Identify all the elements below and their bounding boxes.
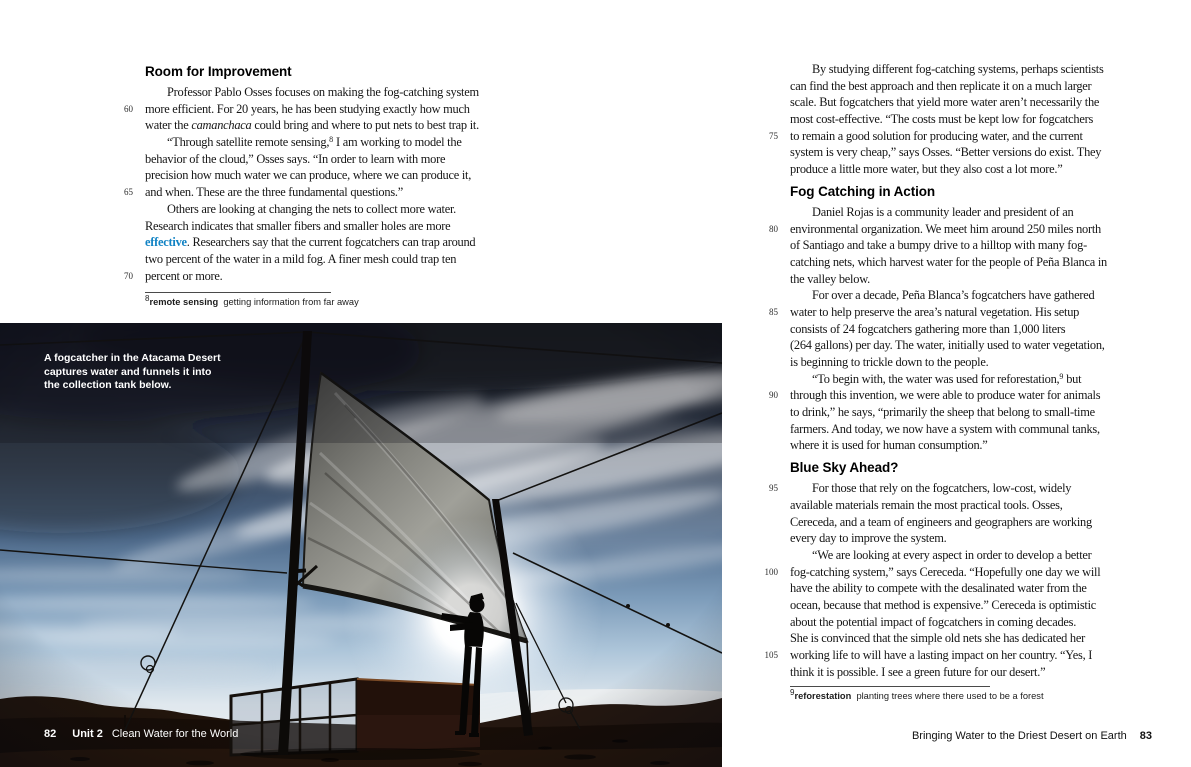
line-text: two percent of the water in a mild fog. A finer mesh could trap ten — [145, 251, 457, 266]
text-line — [790, 630, 1142, 647]
line-text: the valley below. — [790, 271, 870, 286]
line-text: percent or more. — [145, 268, 223, 283]
text-line — [790, 61, 1142, 78]
line-text: (264 gallons) per day. The water, initially used to water vegetation, — [790, 338, 1105, 353]
line-number: 60 — [124, 103, 133, 114]
text-line — [790, 497, 1142, 514]
line-text: scale. But fogcatchers that yield more water aren’t necessarily the — [790, 95, 1100, 110]
text-line — [790, 237, 1142, 254]
text-line — [790, 254, 1142, 271]
text-line — [790, 78, 1142, 95]
text-line — [790, 530, 1142, 547]
text-line — [124, 101, 541, 118]
line-text: to remain a good solution for producing water, and the current — [790, 128, 1083, 143]
line-text: produce a little more water, but they also cost a lot more.” — [790, 162, 1063, 177]
text-line — [145, 167, 541, 184]
line-text: Professor Pablo Osses focuses on making the fog-catching system — [167, 85, 479, 99]
line-text: every day to improve the system. — [790, 531, 947, 546]
right-page-footer — [912, 730, 1152, 742]
text-line — [790, 664, 1142, 681]
photo-caption — [44, 352, 234, 393]
line-text: most cost-effective. “The costs must be kept low for fogcatchers — [790, 112, 1094, 127]
page-number: 83 — [1139, 730, 1152, 742]
line-text: through this invention, we were able to produce water for animals — [790, 388, 1101, 403]
text-line — [769, 480, 1142, 497]
line-text: more efficient. For 20 years, he has been studying exactly how much — [145, 101, 470, 116]
text-line — [764, 647, 1142, 664]
line-text: fog-catching system,” says Cereceda. “Hopefully one day we will — [790, 564, 1101, 579]
fogcatcher-photo — [0, 323, 722, 767]
line-text: and when. These are the three fundamental questions.” — [145, 185, 403, 200]
line-text: effective. Researchers say that the current fogcatchers can trap around — [145, 235, 476, 250]
text-line — [790, 204, 1142, 221]
line-number: 90 — [769, 390, 778, 401]
text-line — [790, 404, 1142, 421]
text-line — [145, 251, 541, 268]
text-line — [790, 437, 1142, 454]
text-line — [790, 161, 1142, 178]
line-text: where it is used for human consumption.” — [790, 438, 988, 453]
text-line — [790, 597, 1142, 614]
text-line — [790, 111, 1142, 128]
line-text: She is convinced that the simple old nets she has dedicated her — [790, 631, 1085, 646]
line-text: By studying different fog-catching systems, perhaps scientists — [812, 62, 1104, 76]
line-text: water the camanchaca could bring and where to put nets to best trap it. — [145, 118, 479, 133]
line-number: 100 — [764, 566, 778, 577]
unit-label: Unit 2 — [72, 728, 103, 740]
text-line — [145, 218, 541, 235]
line-text: ocean, because that method is expensive.” Cereceda is optimistic — [790, 597, 1097, 612]
text-line — [145, 84, 541, 101]
line-text: working life to will have a lasting impact on her country. “Yes, I — [790, 648, 1093, 662]
footnote: $^9$reforestation planting trees where there used to be a forest — [790, 688, 1044, 702]
line-text: can find the best approach and then replicate it on a much larger — [790, 78, 1092, 93]
text-line — [145, 201, 541, 218]
page-number: 82 — [44, 728, 57, 740]
text-line — [790, 354, 1142, 371]
line-text: precision how much water we can produce, where we can produce it, — [145, 168, 472, 183]
unit-title: Clean Water for the World — [111, 728, 239, 740]
text-line — [769, 387, 1142, 404]
chapter-title: Bringing Water to the Driest Desert on Earth — [911, 730, 1127, 742]
caption-line: the collection tank below. — [44, 379, 172, 391]
line-text: Cereceda, and a team of engineers and geographers are working — [790, 514, 1092, 529]
footnote: $^8$remote sensing getting information from far away — [145, 294, 359, 308]
right-page-column — [764, 61, 1142, 702]
text-line — [790, 94, 1142, 111]
line-number: 70 — [124, 270, 133, 281]
line-text: is beginning to trickle down to the people. — [790, 355, 989, 369]
line-text: think it is possible. I see a green future for our desert.” — [790, 664, 1046, 679]
text-line — [769, 304, 1142, 321]
text-line — [790, 547, 1142, 564]
footnote-rule — [145, 292, 331, 293]
text-line — [145, 151, 541, 168]
line-text: water to help preserve the area’s natural vegetation. His setup — [790, 304, 1080, 319]
text-line — [790, 614, 1142, 631]
footnote-rule — [790, 686, 990, 687]
line-text: Research indicates that smaller fibers and smaller holes are more — [145, 218, 451, 233]
section-heading: Fog Catching in Action — [790, 183, 936, 199]
line-text: For those that rely on the fogcatchers, low-cost, widely — [812, 481, 1072, 496]
left-page-footer — [44, 728, 238, 740]
line-text: catching nets, which harvest water for the people of Peña Blanca in — [790, 254, 1107, 269]
text-line — [790, 421, 1142, 438]
line-number: 80 — [769, 223, 778, 234]
line-text: For over a decade, Peña Blanca’s fogcatchers have gathered — [812, 288, 1095, 303]
line-text: of Santiago and take a bumpy drive to a hilltop with many fog- — [790, 238, 1087, 253]
line-number: 65 — [124, 187, 133, 198]
line-text: Others are looking at changing the nets to collect more water. — [167, 201, 457, 216]
text-line — [790, 371, 1142, 388]
text-line — [790, 321, 1142, 338]
text-line — [790, 271, 1142, 288]
line-text: farmers. And today, we now have a system with communal tanks, — [790, 421, 1100, 436]
line-text: about the potential impact of fogcatchers in coming decades. — [790, 614, 1077, 629]
section-heading: Blue Sky Ahead? — [790, 460, 899, 476]
line-text: to drink,” he says, “primarily the sheep that belong to small-time — [790, 405, 1095, 420]
text-line — [769, 221, 1142, 238]
text-line — [790, 287, 1142, 304]
line-text: “Through satellite remote sensing,$^8$ I am working to model the — [167, 135, 462, 150]
line-number: 75 — [769, 130, 778, 141]
line-text: have the ability to compete with the desalinated water from the — [790, 581, 1087, 596]
left-page-column — [124, 64, 541, 308]
text-line — [124, 184, 541, 201]
line-text: behavior of the cloud,” Osses says. “In order to learn with more — [145, 151, 446, 166]
caption-line: A fogcatcher in the Atacama Desert — [44, 352, 221, 364]
text-line — [790, 337, 1142, 354]
line-text: system is very cheap,” says Osses. “Better versions do exist. They — [790, 145, 1102, 160]
line-text: Daniel Rojas is a community leader and president of an — [812, 204, 1074, 219]
text-line — [790, 144, 1142, 161]
text-line — [124, 268, 541, 285]
line-number: 95 — [769, 483, 778, 494]
line-text: environmental organization. We meet him around 250 miles north — [790, 221, 1101, 236]
text-line — [145, 234, 541, 251]
text-line — [769, 128, 1142, 145]
line-text: available materials remain the most practical tools. Osses, — [790, 497, 1063, 512]
text-line — [145, 134, 541, 151]
text-line — [764, 564, 1142, 581]
line-text: consists of 24 fogcatchers gathering more than 1,000 liters — [790, 321, 1066, 336]
line-number: 105 — [764, 650, 778, 660]
section-heading: Room for Improvement — [145, 64, 292, 79]
line-number: 85 — [769, 306, 778, 317]
caption-line: captures water and funnels it into — [44, 365, 212, 378]
text-line — [145, 117, 541, 134]
text-line — [790, 514, 1142, 531]
text-line — [790, 580, 1142, 597]
line-text: “We are looking at every aspect in order to develop a better — [812, 547, 1092, 562]
line-text: “To begin with, the water was used for reforestation,$^9$ but — [812, 371, 1082, 386]
